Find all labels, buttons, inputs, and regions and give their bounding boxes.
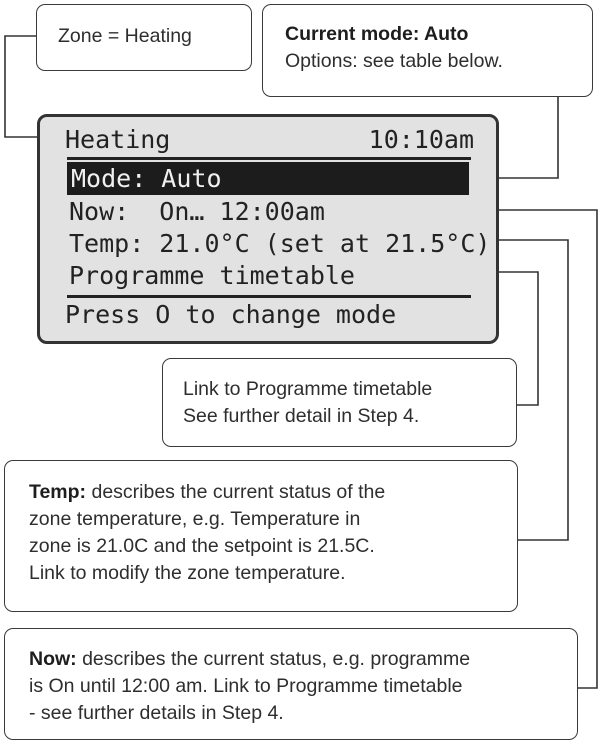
callout-mode-text: Options: see table below.: [285, 50, 503, 72]
callout-now-line1: describes the current status, e.g. programme: [76, 648, 471, 670]
lcd-clock: 10:10am: [368, 125, 474, 154]
callout-programme-line2: See further detail in Step 4.: [183, 405, 420, 427]
callout-temp-line4: Link to modify the zone temperature.: [29, 562, 346, 584]
callout-mode: [262, 4, 593, 97]
callout-mode-title: Current mode: Auto: [285, 23, 469, 45]
callout-temp-line3: zone is 21.0C and the setpoint is 21.5C.: [29, 535, 375, 557]
callout-temp: [4, 460, 518, 612]
callout-now: [4, 628, 578, 740]
lcd-temp-line[interactable]: Temp: 21.0°C (set at 21.5°C): [69, 229, 491, 258]
callout-now-label: Now:: [29, 648, 77, 670]
callout-zone-text: Zone = Heating: [58, 25, 192, 47]
lcd-divider-bottom: [67, 295, 471, 298]
callout-zone: [36, 4, 252, 71]
lcd-zone-name: Heating: [65, 125, 171, 154]
callout-now-line3: - see further details in Step 4.: [29, 702, 284, 724]
lcd-now-line[interactable]: Now: On… 12:00am: [69, 197, 325, 226]
lcd-hint-line: Press O to change mode: [65, 300, 397, 329]
lcd-divider-top: [67, 157, 471, 160]
callout-temp-line2: zone temperature, e.g. Temperature in: [29, 508, 361, 530]
lcd-programme-line[interactable]: Programme timetable: [69, 261, 355, 290]
lcd-mode-line[interactable]: Mode: Auto: [67, 162, 469, 195]
callout-temp-line1: describes the current status of the: [86, 481, 386, 503]
callout-temp-label: Temp:: [29, 481, 87, 503]
thermostat-lcd-screen: [37, 114, 499, 344]
callout-programme-line1: Link to Programme timetable: [183, 378, 433, 400]
callout-now-line2: is On until 12:00 am. Link to Programme timetable: [29, 675, 463, 697]
callout-programme: [162, 358, 517, 447]
